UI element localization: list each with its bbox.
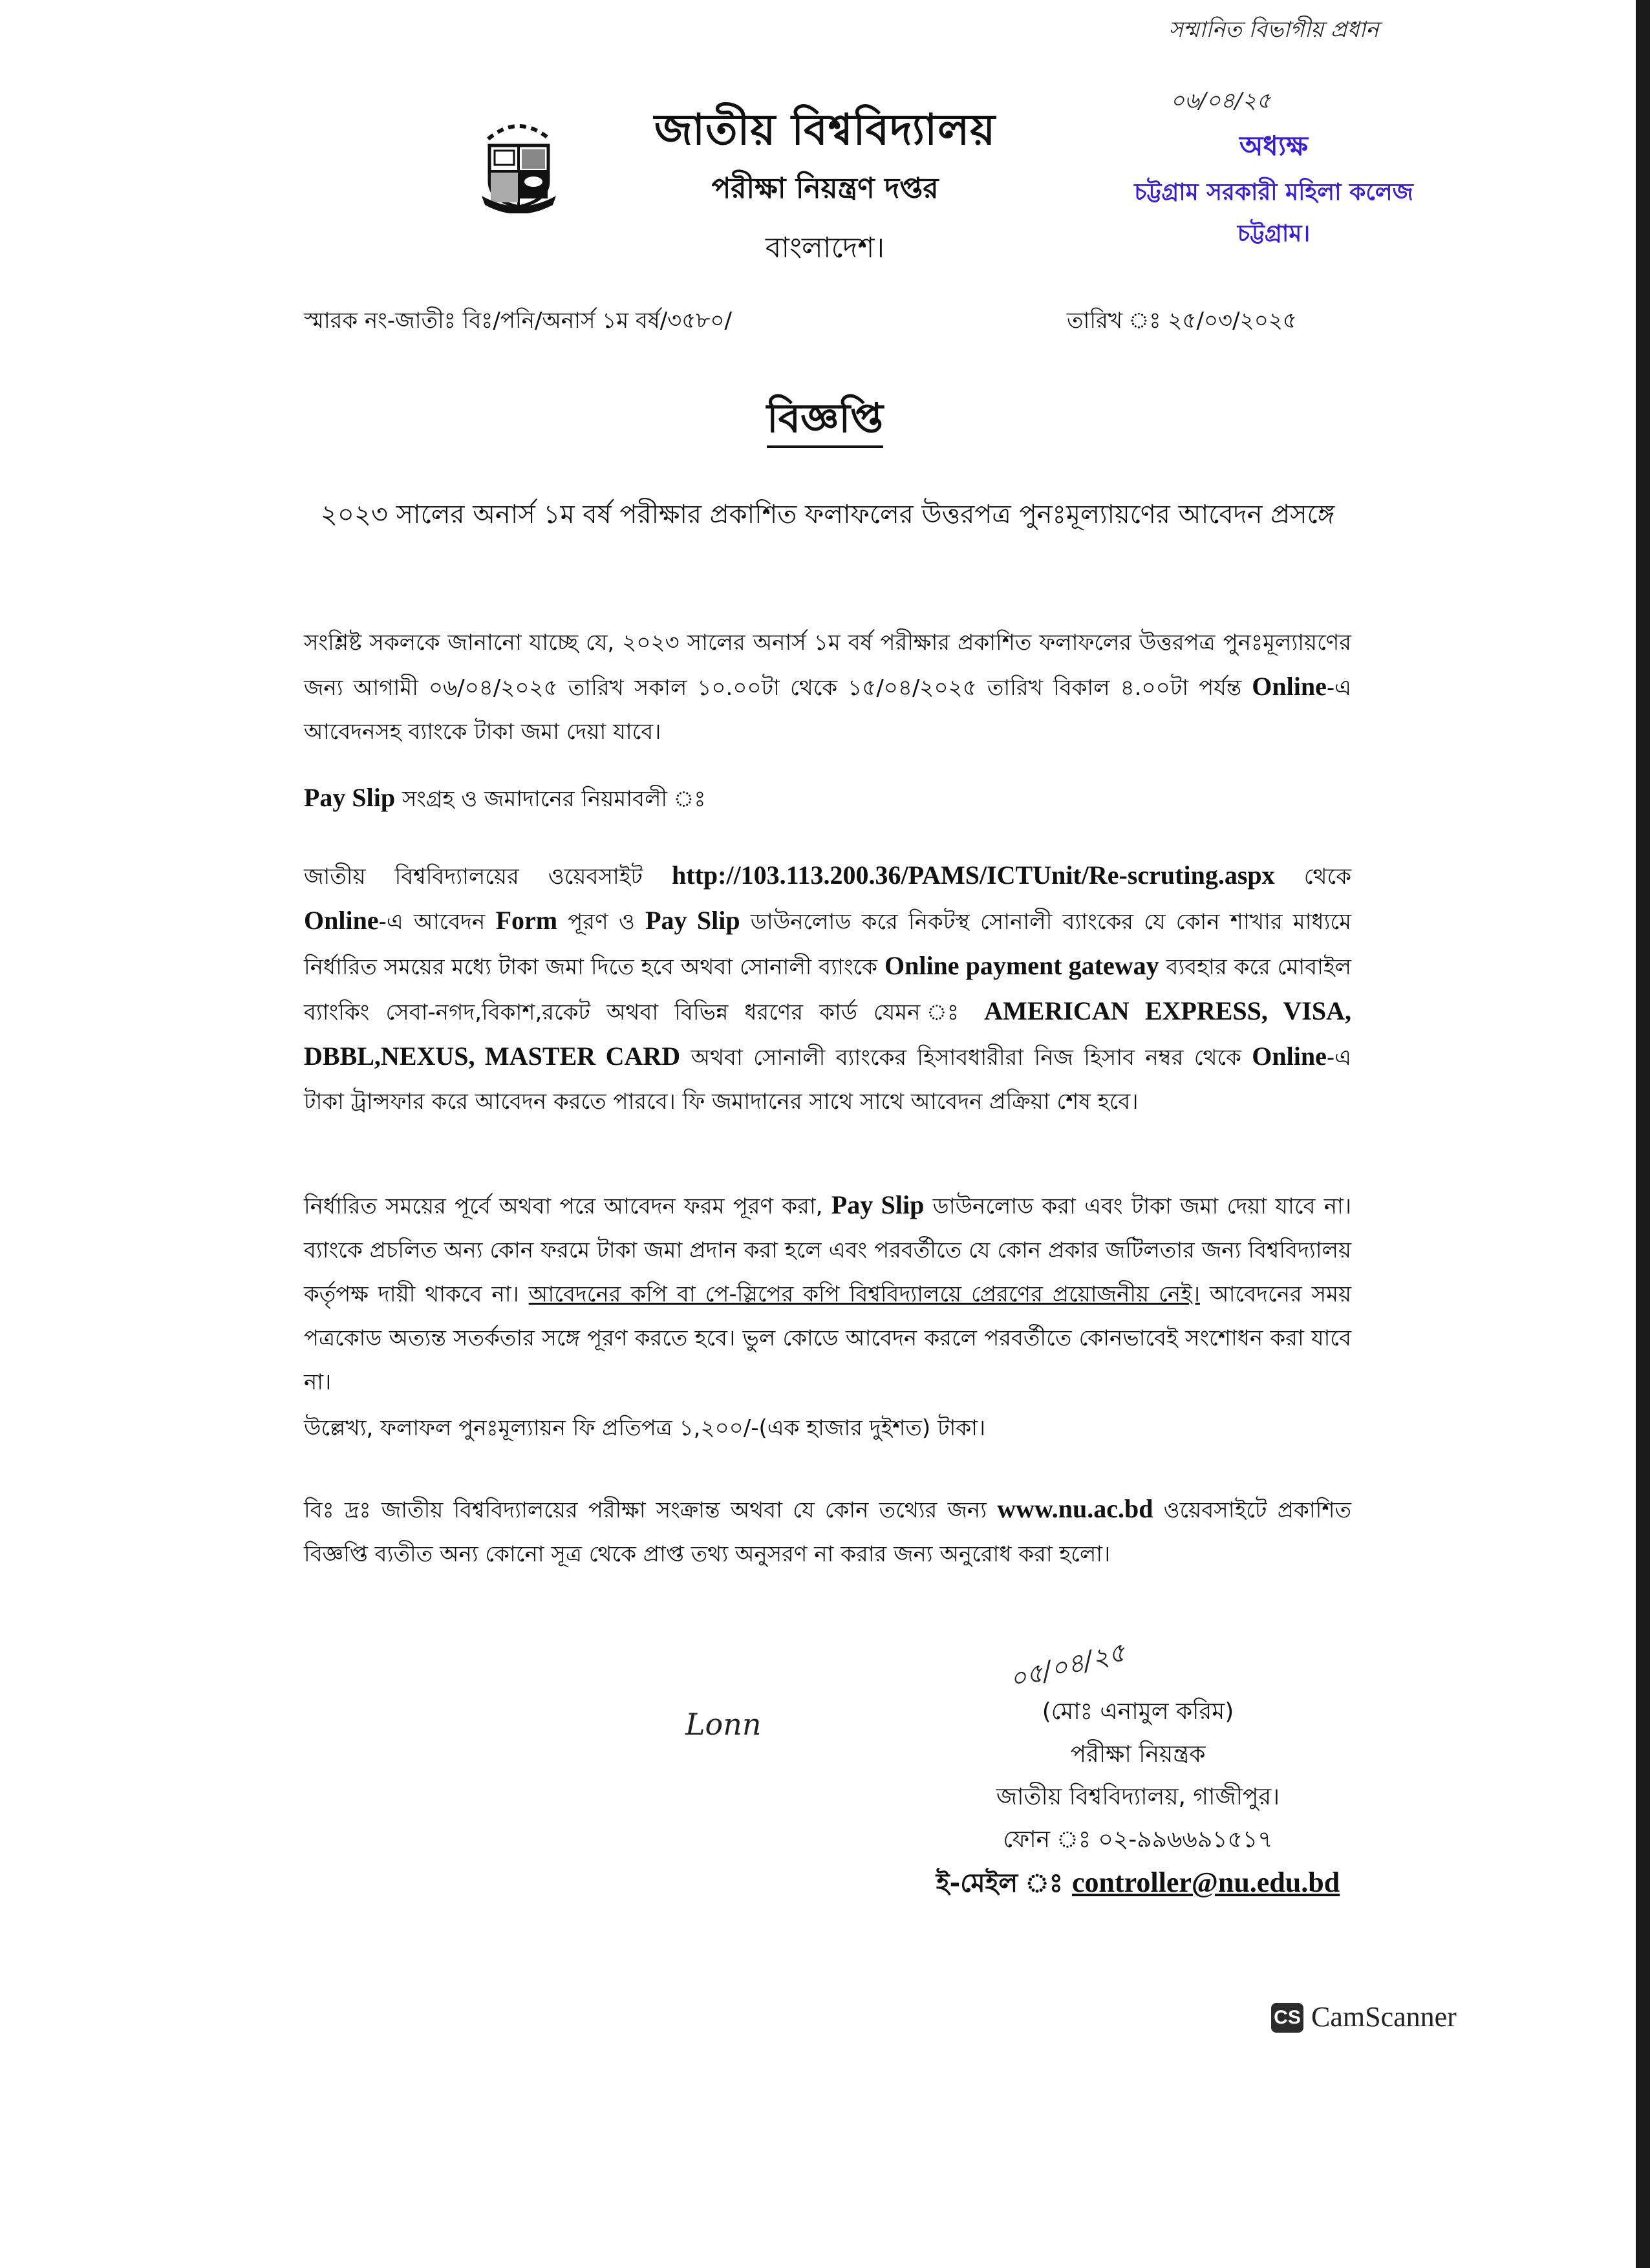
text-form: Form bbox=[495, 906, 558, 935]
text: ডাউনলোড করা এবং টাকা জমা দেয়া যাবে না। ব্যাংকে প্রচলিত অন্য কোন ফরমে টাকা জমা প্রদান করা হলে এবং পরবর্তীতে যে কোন প্রকার জটিলতার জন্য বিশ্ববিদ্যালয় কর্তৃপক্ষ দায়ী থাকবে না। bbox=[304, 1193, 1352, 1307]
notice-subject: ২০২৩ সালের অনার্স ১ম বর্ষ পরীক্ষার প্রকাশিত ফলাফলের উত্তরপত্র পুনঃমূল্যায়ণের আবেদন প্রসঙ্গে bbox=[320, 500, 1335, 530]
underlined-note: আবেদনের কপি বা পে-স্লিপের কপি বিশ্ববিদ্যালয়ে প্রেরণের প্রয়োজনীয় নেই। bbox=[528, 1281, 1200, 1307]
paragraph-payment-procedure bbox=[304, 853, 1351, 1124]
notice-heading bbox=[0, 388, 1650, 455]
paragraph-fee: উল্লেখ্য, ফলাফল পুনঃমূল্যায়ন ফি প্রতিপত্র ১,২০০/-(এক হাজার দুইশত) টাকা। bbox=[304, 1415, 986, 1441]
university-title: জাতীয় বিশ্ববিদ্যালয় bbox=[654, 105, 996, 155]
email-label: ই-মেইল ঃ bbox=[936, 1868, 1073, 1898]
stamp-college: চট্টগ্রাম সরকারী মহিলা কলেজ bbox=[1134, 179, 1413, 206]
text: অথবা সোনালী ব্যাংকের হিসাবধারীরা নিজ হিসাব নম্বর থেকে bbox=[680, 1045, 1252, 1071]
camscanner-logo-icon: CS bbox=[1271, 2003, 1303, 2033]
signatory-email-line bbox=[892, 1861, 1384, 1905]
text-online: Online bbox=[304, 906, 379, 935]
paragraph-restrictions bbox=[304, 1183, 1351, 1404]
email-link[interactable]: controller@nu.edu.bd bbox=[1072, 1867, 1340, 1898]
text-cards: AMERICAN EXPRESS, VISA, DBBL,NEXUS, MASTER CARD bbox=[304, 996, 1352, 1071]
text: -এ টাকা ট্রান্সফার করে আবেদন করতে পারবে। ফি জমাদানের সাথে সাথে আবেদন প্রক্রিয়া শেষ হবে। bbox=[304, 1045, 1351, 1115]
country-label: বাংলাদেশ। bbox=[765, 231, 885, 264]
principal-stamp bbox=[1073, 84, 1474, 255]
memo-number: স্মারক নং-জাতীঃ বিঃ/পনি/অনার্স ১ম বর্ষ/৩৫৮০/ bbox=[304, 308, 732, 334]
paragraph-payslip-rules-title bbox=[304, 776, 1351, 821]
handwritten-note bbox=[1060, 13, 1487, 50]
signatory-name: (মোঃ এনামুল করিম) bbox=[1042, 1698, 1234, 1725]
nu-website-link[interactable]: www.nu.ac.bd bbox=[997, 1494, 1153, 1523]
text: -এ আবেদন bbox=[378, 909, 496, 935]
controller-signature: ০৫/০৪/২৫ bbox=[1006, 1637, 1129, 1695]
text-payslip: Pay Slip bbox=[831, 1190, 925, 1219]
text: বিঃ দ্রঃ জাতীয় বিশ্ববিদ্যালয়ের পরীক্ষা সংক্রান্ত অথবা যে কোন তথ্যের জন্য bbox=[304, 1497, 998, 1523]
text-payslip: Pay Slip bbox=[304, 783, 396, 812]
text: আবেদনের সময় পত্রকোড অত্যন্ত সতর্কতার সঙ্গে পূরণ করতে হবে। ভুল কোডে আবেদন করলে পরবর্তীতে কোনভাবেই সংশোধন করা যাবে না। bbox=[304, 1281, 1351, 1395]
handwritten-note-text: সম্মানিত বিভাগীয় প্রধান bbox=[1168, 17, 1379, 43]
signatory-org: জাতীয় বিশ্ববিদ্যালয়, গাজীপুর। bbox=[996, 1784, 1280, 1810]
text: ওয়েবসাইটে প্রকাশিত বিজ্ঞপ্তি ব্যতীত অন্য কোনো সূত্র থেকে প্রাপ্ত তথ্য অনুসরণ না করার জন্য অনুরোধ করা হলো। bbox=[304, 1497, 1351, 1567]
stamp-city: চট্টগ্রাম। bbox=[1237, 220, 1311, 247]
notice-heading-text: বিজ্ঞপ্তি bbox=[767, 394, 883, 448]
text: পূরণ ও bbox=[557, 909, 646, 935]
text: ব্যবহার করে মোবাইল ব্যাংকিং সেবা-নগদ,বিকাশ,রকেট অথবা বিভিন্ন ধরণের কার্ড যেমন ঃ bbox=[304, 954, 1352, 1025]
text-payslip: Pay Slip bbox=[645, 906, 740, 935]
signatory-block bbox=[892, 1691, 1384, 1905]
text-online: Online bbox=[1252, 672, 1327, 701]
camscanner-watermark: CamScanner bbox=[1311, 2001, 1457, 2033]
text: থেকে bbox=[1274, 864, 1351, 890]
text: -এ আবেদনসহ ব্যাংকে টাকা জমা দেয়া যাবে। bbox=[304, 675, 1351, 745]
rescrutiny-url-link[interactable]: http://103.113.200.36/PAMS/ICTUnit/Re-scruting.aspx bbox=[672, 861, 1275, 890]
signatory-title: পরীক্ষা নিয়ন্ত্রক bbox=[1070, 1741, 1206, 1768]
text: সংশ্লিষ্ট সকলকে জানানো যাচ্ছে যে, ২০২৩ সালের অনার্স ১ম বর্ষ পরীক্ষার প্রকাশিত ফলাফলের উত্তরপত্র পুনঃমূল্যায়ণের জন্য আগামী ০৬/০৪/২০২৫ তারিখ সকাল ১০.০০টা থেকে ১৫/০৪/২০২৫ তারিখ বিকাল ৪.০০টা পর্যন্ত bbox=[304, 630, 1351, 701]
notice-date: তারিখ ঃ ২৫/০৩/২০২৫ bbox=[1067, 308, 1297, 334]
stamp-role: অধ্যক্ষ bbox=[1239, 130, 1309, 162]
initials-signature: Lonn bbox=[685, 1707, 762, 1742]
signatory-phone: ফোন ঃ ০২-৯৯৬৬৯১৫১৭ bbox=[1003, 1826, 1273, 1853]
text-gateway: Online payment gateway bbox=[884, 951, 1159, 980]
paragraph-nb bbox=[304, 1487, 1351, 1576]
text: জাতীয় বিশ্ববিদ্যালয়ের ওয়েবসাইট bbox=[304, 864, 672, 890]
text: সংগ্রহ ও জমাদানের নিয়মাবলী ঃ bbox=[395, 786, 706, 812]
stamp-signature: ০৬/০৪/২৫ bbox=[1170, 88, 1271, 114]
paragraph-schedule bbox=[304, 621, 1351, 754]
department-subtitle: পরীক্ষা নিয়ন্ত্রণ দপ্তর bbox=[711, 172, 939, 205]
scan-edge bbox=[1636, 0, 1650, 2268]
text: নির্ধারিত সময়ের পূর্বে অথবা পরে আবেদন ফরম পূরণ করা, bbox=[304, 1193, 831, 1219]
text: ডাউনলোড করে নিকটস্থ সোনালী ব্যাংকের যে কোন শাখার মাধ্যমে নির্ধারিত সময়ের মধ্যে টাকা জমা দিতে হবে অথবা সোনালী ব্যাংকে bbox=[304, 909, 1352, 980]
text-online: Online bbox=[1252, 1042, 1327, 1071]
